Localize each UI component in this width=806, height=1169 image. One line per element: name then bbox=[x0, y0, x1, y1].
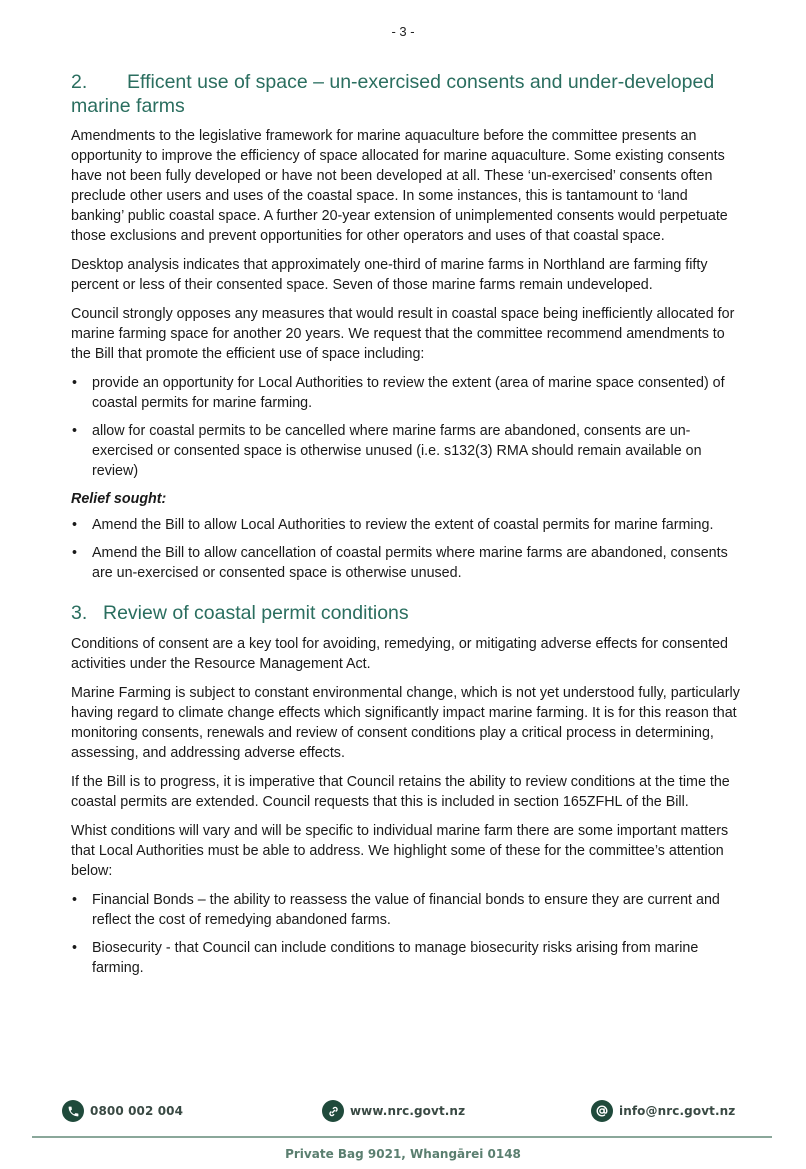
list-item bbox=[71, 543, 743, 583]
bullet-glyph: • bbox=[72, 375, 78, 391]
page-content bbox=[71, 70, 743, 986]
section-2-title-line-1: Efficent use of space – un-exercised consents and under-developed bbox=[127, 71, 715, 93]
list-item-text: Amend the Bill to allow cancellation of coastal permits where marine farms are abandoned, consents are un-exercised or consented space is otherwise unused. bbox=[92, 545, 728, 581]
bullet-glyph: • bbox=[72, 545, 78, 561]
section-2-bullet-list bbox=[71, 373, 743, 481]
footer-phone[interactable] bbox=[62, 1100, 183, 1122]
bullet-glyph: • bbox=[72, 940, 78, 956]
list-item-text: Amend the Bill to allow Local Authorities to review the extent of coastal permits for marine farming. bbox=[92, 517, 714, 533]
section-3-heading bbox=[71, 601, 743, 625]
list-item-text: Biosecurity - that Council can include conditions to manage biosecurity risks arising from marine farming. bbox=[92, 940, 699, 976]
section-2-paragraph: Desktop analysis indicates that approximately one-third of marine farms in Northland are farming fifty percent or less of their consented space. Seven of those marine farms remain undeveloped. bbox=[71, 257, 708, 293]
list-item-text: provide an opportunity for Local Authorities to review the extent (area of marine space consented) of coastal permits for marine farming. bbox=[92, 375, 725, 411]
section-2-heading bbox=[71, 70, 743, 118]
footer-website[interactable] bbox=[322, 1100, 465, 1122]
list-item-text: Financial Bonds – the ability to reassess the value of financial bonds to ensure they are current and reflect the cost of remedying abandoned farms. bbox=[92, 892, 720, 928]
section-2-title-line-2: marine farms bbox=[71, 95, 185, 117]
section-3-paragraph: If the Bill is to progress, it is imperative that Council retains the ability to review conditions at the time the coastal permits are extended. Council requests that this is included in section 165ZFHL of the Bill. bbox=[71, 774, 730, 810]
link-icon bbox=[322, 1100, 344, 1122]
list-item bbox=[71, 373, 743, 413]
footer-address: Private Bag 9021, Whangārei 0148 bbox=[285, 1147, 521, 1161]
relief-sought-label: Relief sought: bbox=[71, 491, 167, 507]
section-3-title: Review of coastal permit conditions bbox=[103, 602, 409, 624]
footer-phone-text: 0800 002 004 bbox=[90, 1104, 184, 1118]
list-item bbox=[71, 938, 743, 978]
footer-divider bbox=[32, 1136, 772, 1138]
bullet-glyph: • bbox=[72, 892, 78, 908]
list-item bbox=[71, 515, 743, 535]
section-2-number: 2. bbox=[71, 71, 88, 93]
section-3-bullet-list bbox=[71, 890, 743, 978]
list-item-text: allow for coastal permits to be cancelled where marine farms are abandoned, consents are un-exercised or consented space is otherwise unused (i.e. s132(3) RMA should remain available on review) bbox=[92, 423, 702, 479]
section-3-paragraph: Conditions of consent are a key tool for avoiding, remedying, or mitigating adverse effects for consented activities under the Resource Management Act. bbox=[71, 636, 728, 672]
phone-icon bbox=[62, 1100, 84, 1122]
section-2-paragraph: Amendments to the legislative framework for marine aquaculture before the committee presents an opportunity to improve the efficiency of space allocated for marine aquaculture. Some existing consents have not been fully developed or have not been developed at all. These ‘un-exercised’ consents often preclude other users and uses of the coastal space. In some instances, this is tantamount to ‘land banking’ public coastal space. A further 20-year extension of unimplemented consents would perpetuate those exclusions and prevent opportunities for other operators and uses of that coastal space. bbox=[71, 128, 728, 244]
section-2-paragraph: Council strongly opposes any measures that would result in coastal space being inefficiently allocated for marine farming space for another 20 years. We request that the committee recommend amendments to the Bill that promote the efficient use of space including: bbox=[71, 306, 735, 362]
section-3-paragraph: Whist conditions will vary and will be specific to individual marine farm there are some important matters that Local Authorities must be able to address. We highlight some of these for the committee’s attention below: bbox=[71, 823, 729, 879]
footer-website-text: www.nrc.govt.nz bbox=[350, 1104, 466, 1118]
bullet-glyph: • bbox=[72, 517, 78, 533]
footer-email-text: info@nrc.govt.nz bbox=[619, 1104, 736, 1118]
bullet-glyph: • bbox=[72, 423, 78, 439]
page-footer bbox=[0, 1094, 806, 1169]
list-item bbox=[71, 890, 743, 930]
relief-bullet-list bbox=[71, 515, 743, 583]
list-item bbox=[71, 421, 743, 481]
at-icon bbox=[591, 1100, 613, 1122]
footer-email[interactable] bbox=[591, 1100, 735, 1122]
section-3-number: 3. bbox=[71, 602, 88, 624]
page-number: - 3 - bbox=[391, 24, 415, 39]
section-3-paragraph: Marine Farming is subject to constant environmental change, which is not yet understood fully, particularly having regard to climate change effects which significantly impact marine farming. It is for this reason that monitoring consents, renewals and review of consent conditions play a critical process in determining, assessing, and addressing adverse effects. bbox=[71, 685, 740, 761]
